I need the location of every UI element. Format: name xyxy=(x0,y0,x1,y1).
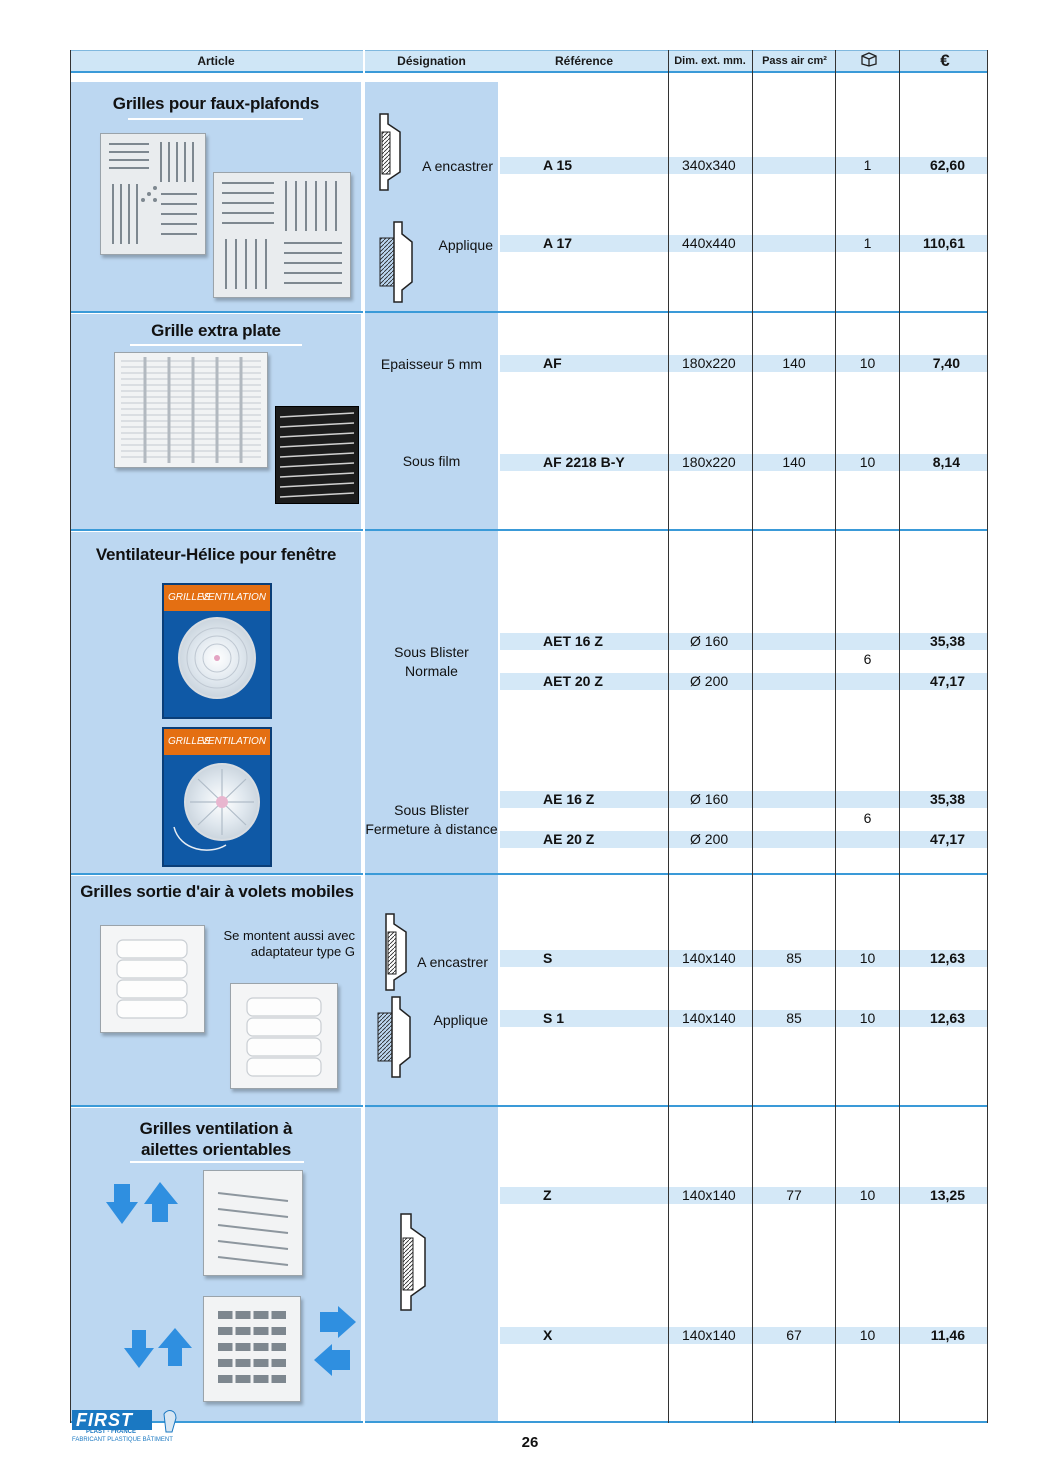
adjustable-grille-image xyxy=(203,1296,301,1402)
header-designation: Désignation xyxy=(397,54,466,68)
quantity: 10 xyxy=(859,1010,876,1026)
profile-applique-icon xyxy=(374,995,414,1079)
price: 8,14 xyxy=(932,454,960,470)
header-article: Article xyxy=(197,54,235,68)
section-separator xyxy=(70,873,988,875)
profile-applique-icon xyxy=(376,220,416,304)
table-header xyxy=(70,50,988,73)
header-reference: Référence xyxy=(554,54,614,68)
designation: Sous Blister Fermeture à distance xyxy=(365,802,498,837)
airflow-arrows-icon xyxy=(106,1180,186,1226)
price: 11,46 xyxy=(930,1327,965,1343)
section-title: Ventilateur-Hélice pour fenêtre xyxy=(95,545,337,564)
quantity: 10 xyxy=(859,950,876,966)
price: 7,40 xyxy=(932,355,960,371)
pass-air: 140 xyxy=(782,454,806,470)
profile-encastrer-icon xyxy=(382,912,418,992)
designation: A encastrer xyxy=(417,954,488,970)
louvre-grille-image xyxy=(100,925,205,1033)
reference: AF xyxy=(543,355,562,371)
section-separator xyxy=(70,311,988,313)
pack-label: GRILLES VENTILATION xyxy=(164,729,270,755)
page-number: 26 xyxy=(521,1434,539,1451)
table-bottom xyxy=(70,1421,988,1423)
reference: A 17 xyxy=(543,235,573,251)
dimension: Ø 160 xyxy=(690,791,729,807)
dimension: 180x220 xyxy=(682,454,736,470)
profile-encastrer-icon xyxy=(376,112,412,192)
price: 47,17 xyxy=(929,673,965,689)
designation: Sous film xyxy=(402,453,461,469)
pass-air: 67 xyxy=(786,1327,802,1343)
dimension: 140x140 xyxy=(682,1010,736,1026)
ceiling-grille-image xyxy=(100,133,206,255)
company-logo: FIRST PLAST - FRANCE FABRICANT PLASTIQUE BÂTIMENT xyxy=(72,1408,172,1448)
pass-air: 77 xyxy=(786,1187,802,1203)
price: 12,63 xyxy=(929,1010,965,1026)
header-pass-air: Pass air cm² xyxy=(762,55,827,67)
header-dim: Dim. ext. mm. xyxy=(674,55,746,67)
price: 13,25 xyxy=(929,1187,965,1203)
price: 35,38 xyxy=(929,791,965,807)
section-title: Grilles sortie d'air à volets mobiles xyxy=(80,882,354,901)
reference: AE 16 Z xyxy=(543,791,595,807)
designation: Epaisseur 5 mm xyxy=(380,356,483,372)
dimension: 140x140 xyxy=(682,1187,736,1203)
dimension: 340x340 xyxy=(682,157,736,173)
section-separator xyxy=(70,1105,988,1107)
mounting-note: Se montent aussi avec adaptateur type G xyxy=(223,928,355,959)
section-title: Grille extra plate xyxy=(151,321,281,340)
quantity: 10 xyxy=(859,454,876,470)
airflow-arrows-icon xyxy=(124,1326,200,1370)
louvre-grille-image xyxy=(230,983,338,1089)
quantity: 10 xyxy=(859,1187,876,1203)
dimension: Ø 160 xyxy=(690,633,729,649)
dimension: Ø 200 xyxy=(690,831,729,847)
quantity: 10 xyxy=(859,355,876,371)
dimension: Ø 200 xyxy=(690,673,729,689)
pack-label: GRILLES VENTILATION xyxy=(164,585,270,611)
blister-pack-image xyxy=(162,583,272,719)
reference: AET 16 Z xyxy=(543,633,603,649)
price: 62,60 xyxy=(929,157,965,173)
designation: Sous Blister Normale xyxy=(394,644,469,679)
designation: Applique xyxy=(438,237,493,253)
designation: A encastrer xyxy=(422,158,493,174)
price: 110,61 xyxy=(922,235,965,251)
adjustable-grille-image xyxy=(203,1170,303,1276)
reference: S xyxy=(543,950,553,966)
price: 47,17 xyxy=(929,831,965,847)
blister-pack-image xyxy=(162,727,272,867)
dimension: 440x440 xyxy=(682,235,736,251)
quantity: 6 xyxy=(863,651,872,667)
section-title: Grilles pour faux-plafonds xyxy=(112,94,320,113)
section-title: Grilles ventilation à ailettes orientables xyxy=(139,1119,293,1159)
reference: Z xyxy=(543,1187,552,1203)
reference: S 1 xyxy=(543,1010,565,1026)
reference: AE 20 Z xyxy=(543,831,595,847)
quantity: 6 xyxy=(863,810,872,826)
reference: AF 2218 B-Y xyxy=(543,454,625,470)
quantity: 1 xyxy=(863,157,872,173)
price: 35,38 xyxy=(929,633,965,649)
ceiling-grille-image xyxy=(213,172,351,298)
lateral-arrows-icon xyxy=(312,1306,358,1378)
reference: A 15 xyxy=(543,157,573,173)
dimension: 140x140 xyxy=(682,950,736,966)
pass-air: 85 xyxy=(786,950,802,966)
film-grille-image xyxy=(275,406,359,504)
pass-air: 85 xyxy=(786,1010,802,1026)
euro-icon: € xyxy=(940,51,950,70)
quantity: 10 xyxy=(859,1327,876,1343)
price: 12,63 xyxy=(929,950,965,966)
dimension: 180x220 xyxy=(682,355,736,371)
designation: Applique xyxy=(433,1012,488,1028)
quantity: 1 xyxy=(863,235,872,251)
profile-encastrer-icon xyxy=(397,1212,437,1312)
reference: X xyxy=(543,1327,553,1343)
reference: AET 20 Z xyxy=(543,673,603,689)
section-separator xyxy=(70,529,988,531)
pass-air: 140 xyxy=(782,355,806,371)
flat-grille-image xyxy=(114,352,268,468)
box-icon xyxy=(837,51,900,71)
dimension: 140x140 xyxy=(682,1327,736,1343)
